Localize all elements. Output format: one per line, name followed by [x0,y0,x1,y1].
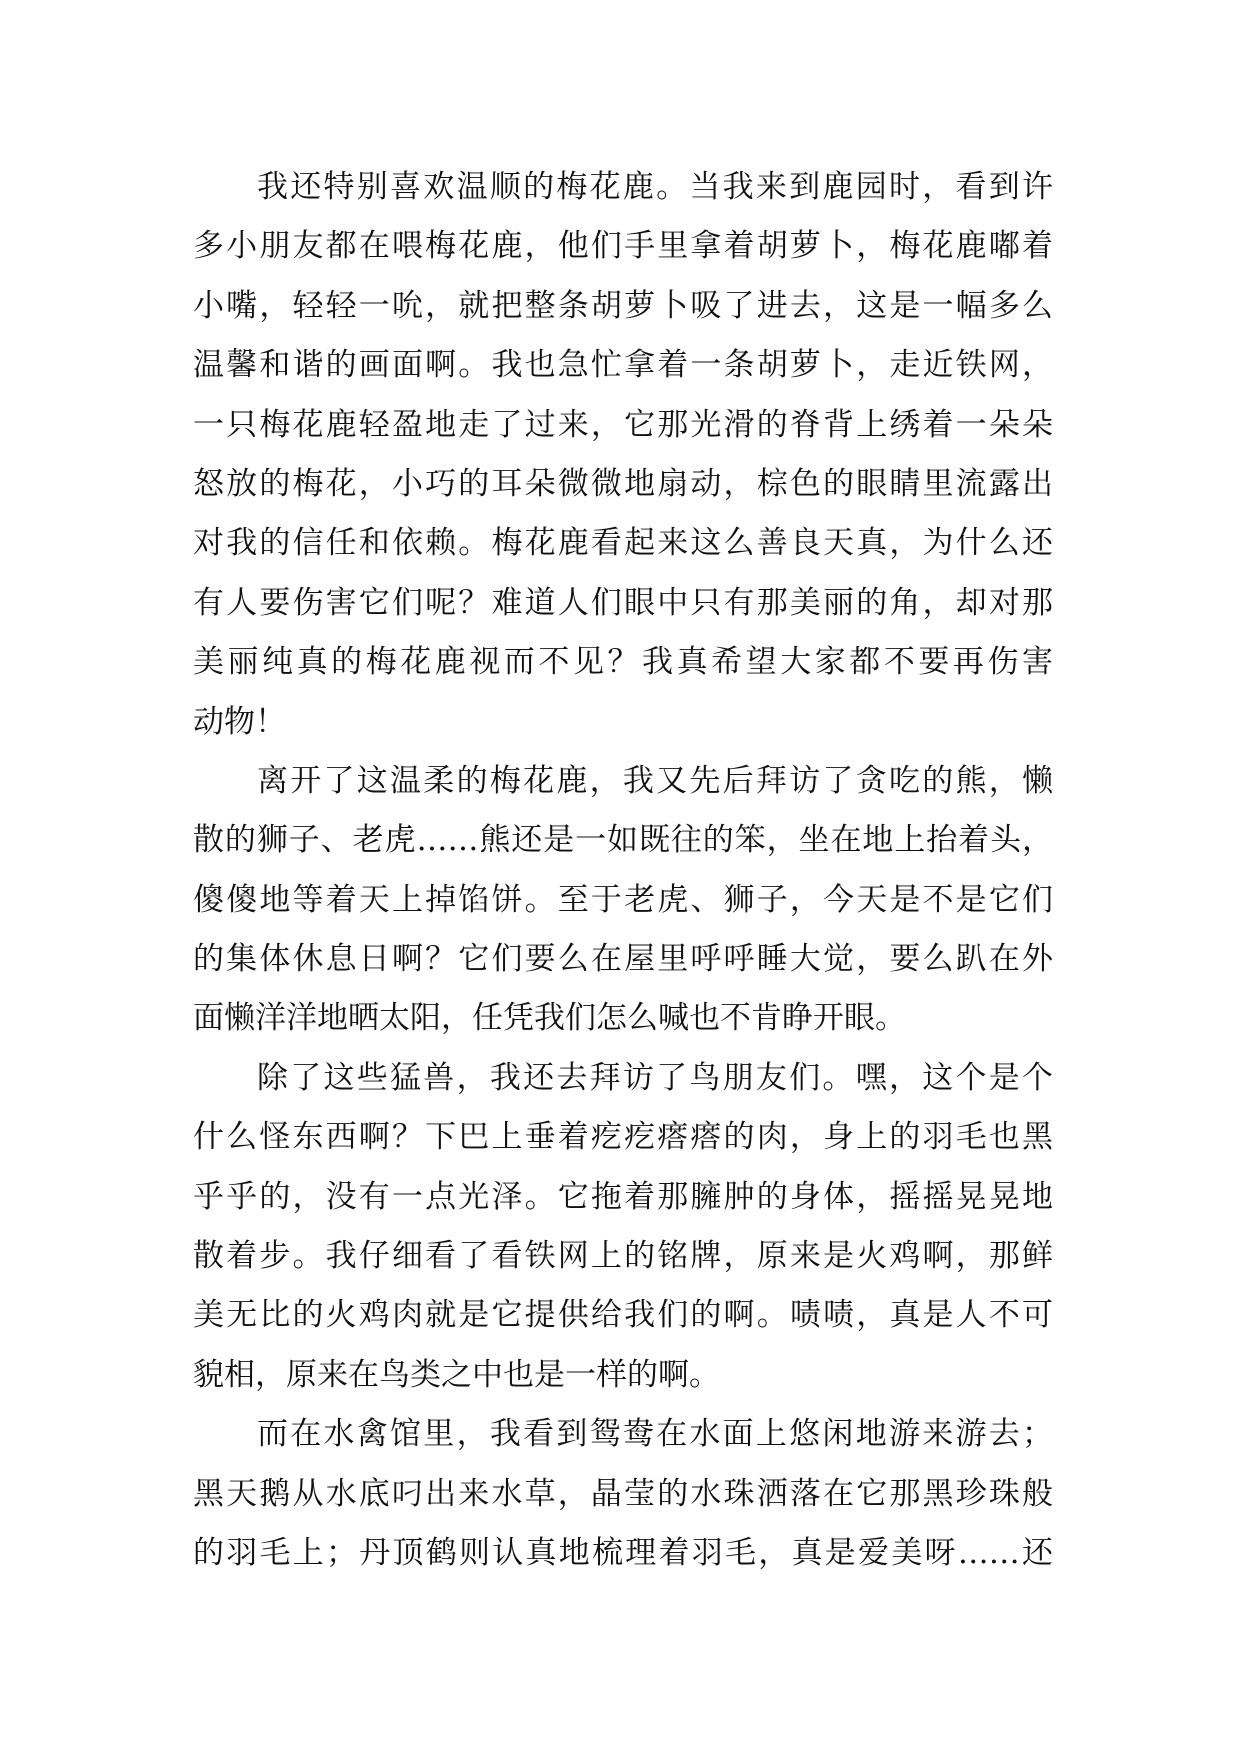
text-line: 的羽毛上；丹顶鹤则认真地梳理着羽毛，真是爱美呀……还 [193,1534,1053,1571]
text-line: 美无比的火鸡肉就是它提供给我们的啊。啧啧，真是人不可 [193,1297,1053,1334]
text-line: 动物！ [193,703,286,740]
text-line: 貌相，原来在鸟类之中也是一样的啊。 [193,1356,720,1393]
text-line: 美丽纯真的梅花鹿视而不见？我真希望大家都不要再伤害 [193,644,1053,681]
text-line: 小嘴，轻轻一吮，就把整条胡萝卜吸了进去，这是一幅多么 [193,287,1053,324]
text-line: 散的狮子、老虎……熊还是一如既往的笨，坐在地上抬着头， [193,822,1053,859]
text-line: 黑天鹅从水底叼出来水草，晶莹的水珠洒落在它那黑珍珠般 [193,1475,1053,1512]
text-line: 除了这些猛兽，我还去拜访了鸟朋友们。嘿，这个是个 [257,1059,1053,1096]
paragraph-sika-deer [193,158,1053,752]
paragraph-turkey [193,1049,1053,1405]
text-line: 傻傻地等着天上掉馅饼。至于老虎、狮子，今天是不是它们 [193,881,1053,918]
text-line: 有人要伤害它们呢？难道人们眼中只有那美丽的角，却对那 [193,584,1053,621]
body-text [193,158,1053,1583]
text-line: 面懒洋洋地晒太阳，任凭我们怎么喊也不肯睁开眼。 [193,1000,906,1037]
text-line: 温馨和谐的画面啊。我也急忙拿着一条胡萝卜，走近铁网， [193,347,1053,384]
text-line: 的集体休息日啊？它们要么在屋里呼呼睡大觉，要么趴在外 [193,941,1053,978]
text-line: 怒放的梅花，小巧的耳朵微微地扇动，棕色的眼睛里流露出 [193,465,1053,502]
text-line: 乎乎的，没有一点光泽。它拖着那臃肿的身体，摇摇晃晃地 [193,1178,1053,1215]
text-line: 多小朋友都在喂梅花鹿，他们手里拿着胡萝卜，梅花鹿嘟着 [193,228,1053,265]
text-line: 什么怪东西啊？下巴上垂着疙疙瘩瘩的肉，身上的羽毛也黑 [193,1119,1053,1156]
text-line: 一只梅花鹿轻盈地走了过来，它那光滑的脊背上绣着一朵朵 [193,406,1053,443]
paragraph-bear-lion-tiger [193,752,1053,1049]
paragraph-waterfowl [193,1405,1053,1583]
text-line: 而在水禽馆里，我看到鸳鸯在水面上悠闲地游来游去； [257,1416,1053,1453]
text-line: 对我的信任和依赖。梅花鹿看起来这么善良天真，为什么还 [193,525,1053,562]
text-line: 我还特别喜欢温顺的梅花鹿。当我来到鹿园时，看到许 [257,169,1053,205]
text-line: 离开了这温柔的梅花鹿，我又先后拜访了贪吃的熊，懒 [257,762,1053,799]
text-line: 散着步。我仔细看了看铁网上的铭牌，原来是火鸡啊，那鲜 [193,1238,1053,1275]
